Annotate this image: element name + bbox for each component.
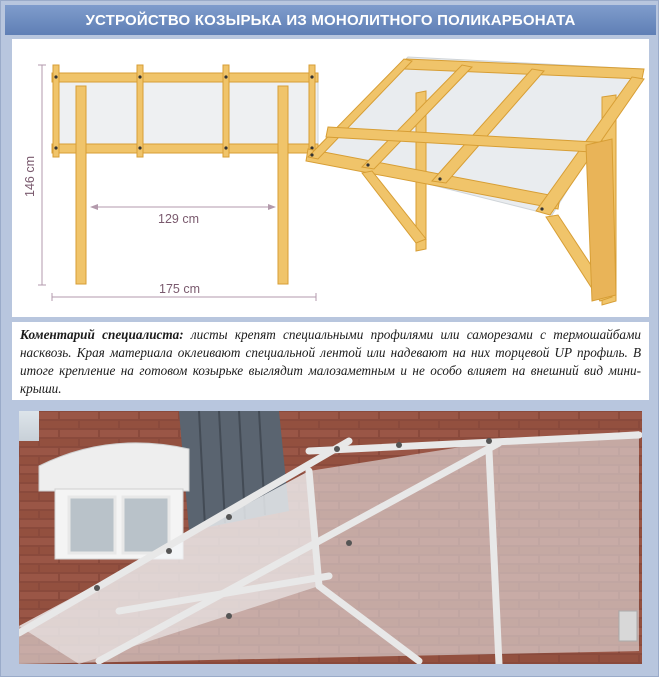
canopy-diagram — [12, 39, 649, 317]
rafter-front-4 — [309, 65, 315, 157]
post-left — [76, 86, 86, 284]
rafter-front-1 — [53, 65, 59, 157]
outer-width-label: 175 cm — [159, 282, 200, 296]
diagram-panel — [12, 39, 649, 317]
rafter-front-3 — [223, 65, 229, 157]
comment-lead: Коментарий специалиста: — [20, 327, 184, 342]
photo-illustration — [19, 411, 642, 664]
rafter-front-2 — [137, 65, 143, 157]
canopy-photo — [19, 411, 642, 664]
post-right — [278, 86, 288, 284]
front-view — [23, 65, 318, 301]
height-label: 146 cm — [23, 156, 37, 197]
perspective-view — [306, 57, 644, 305]
comment-text: листы крепят специальными профилями или саморезами с термошайбами насквозь. Края материала оклеивают специальной лентой или надевают на них торцевой UP профиль. В итоге крепление на готовом козырьке выглядит малозаметным и не особо влияет на внешний вид мини-крыши. — [20, 327, 641, 396]
top-beam-front — [52, 73, 318, 82]
specialist-comment — [12, 322, 649, 400]
page-title: УСТРОЙСТВО КОЗЫРЬКА ИЗ МОНОЛИТНОГО ПОЛИКАРБОНАТА — [5, 5, 656, 35]
inner-width-label: 129 cm — [158, 212, 199, 226]
